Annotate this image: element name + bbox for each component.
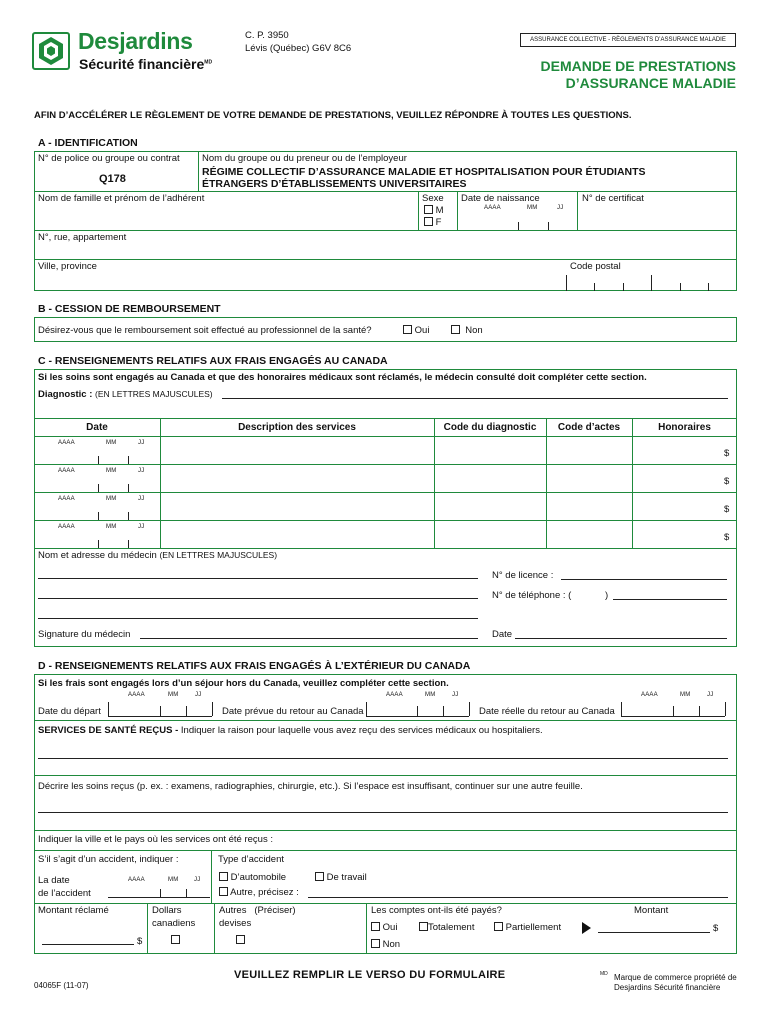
brand-mark: MD <box>204 59 213 66</box>
trademark-line2: Desjardins Sécurité financière <box>614 983 721 992</box>
a-col-line-2 <box>418 191 419 230</box>
row3-tick-1 <box>98 512 99 520</box>
doctor-date-label: Date <box>492 629 513 640</box>
form-title-line1: DEMANDE DE PRESTATIONS <box>540 58 736 74</box>
c-table-col-3 <box>546 418 547 548</box>
paid-amount-head: Montant <box>634 905 669 916</box>
licence-label: N° de licence : <box>492 570 554 581</box>
accident-other-label: Autre, précisez : <box>230 887 299 898</box>
accident-date-line1: La date <box>38 875 70 886</box>
assignment-question: Désirez-vous que le remboursement soit effectué au professionnel de la santé? <box>38 325 372 336</box>
actual-tick-0 <box>621 702 622 716</box>
assignment-no-option[interactable] <box>451 325 483 336</box>
row2-dd: JJ <box>138 468 145 474</box>
row2-currency: $ <box>724 476 730 487</box>
address-line1: C. P. 3950 <box>245 30 289 41</box>
accident-tick-2 <box>186 889 187 897</box>
c-table-col-2 <box>434 418 435 548</box>
row3-tick-2 <box>128 512 129 520</box>
accident-type-label: Type d’accident <box>218 854 285 865</box>
diagnostic-hint: (EN LETTRES MAJUSCULES) <box>95 389 213 399</box>
postal-tick-6 <box>708 283 709 291</box>
accident-auto-checkbox[interactable] <box>219 872 228 881</box>
doctor-label: Nom et adresse du médecin <box>38 550 157 561</box>
col-diagnostic-code: Code du diagnostic <box>443 422 537 433</box>
d-col-4 <box>366 903 367 954</box>
postal-tick-4 <box>651 275 652 291</box>
col-fees: Honoraires <box>658 422 711 433</box>
signature-line[interactable] <box>140 638 478 639</box>
departure-line[interactable] <box>108 716 212 717</box>
doctor-line-2[interactable] <box>38 598 478 599</box>
actual-return-label: Date réelle du retour au Canada <box>479 706 615 717</box>
row1-currency: $ <box>724 448 730 459</box>
section-d-intro: Si les frais sont engagés lors d’un séjour hors du Canada, veuillez compléter cette section. <box>38 678 449 689</box>
group-value-line1[interactable]: RÉGIME COLLECTIF D’ASSURANCE MALADIE ET HOSPITALISATION POUR ÉTUDIANTS <box>202 166 646 178</box>
signature-label: Signature du médecin <box>38 629 131 640</box>
departure-mm: MM <box>168 692 179 698</box>
paid-partial-checkbox[interactable] <box>494 922 503 931</box>
row2-yyyy: AAAA <box>58 468 75 474</box>
d-line-4 <box>34 850 737 851</box>
cad-checkbox-box[interactable] <box>171 935 180 944</box>
doctor-date-line[interactable] <box>515 638 727 639</box>
row1-mm: MM <box>106 440 117 446</box>
row4-tick-2 <box>128 540 129 548</box>
brand-sub-text: Sécurité financière <box>79 56 205 72</box>
planned-tick-0 <box>366 702 367 716</box>
services-title: SERVICES DE SANTÉ REÇUS - <box>38 725 179 736</box>
services-line[interactable] <box>38 758 728 759</box>
postal-tick-2 <box>594 283 595 291</box>
postal-label: Code postal <box>570 261 621 272</box>
doctor-hint: (EN LETTRES MAJUSCULES) <box>159 550 278 560</box>
postal-tick-3 <box>623 283 624 291</box>
actual-yyyy: AAAA <box>641 692 658 698</box>
amount-currency: $ <box>137 936 143 947</box>
departure-tick-0 <box>108 702 109 716</box>
services-received <box>38 725 543 736</box>
street-label: N°, rue, appartement <box>38 232 127 243</box>
row2-tick-2 <box>128 484 129 492</box>
accident-work-label: De travail <box>326 872 367 883</box>
sex-m-label: M <box>435 205 444 216</box>
doctor-field <box>38 550 277 561</box>
birth-dd: JJ <box>557 205 564 211</box>
actual-mm: MM <box>680 692 691 698</box>
accident-tick-1 <box>160 889 161 897</box>
logo <box>32 32 70 70</box>
address-line2: Lévis (Québec) G6V 8C6 <box>245 43 352 54</box>
d-line-5 <box>34 903 737 904</box>
row4-dd: JJ <box>138 524 145 530</box>
doctor-line-1[interactable] <box>38 578 478 579</box>
desjardins-hexagon-icon <box>34 34 68 68</box>
accident-auto-label: D’automobile <box>230 872 287 883</box>
form-title-line2: D’ASSURANCE MALADIE <box>565 75 736 91</box>
instruction: AFIN D’ACCÉLÉRER LE RÈGLEMENT DE VOTRE DEMANDE DE PRESTATIONS, VEUILLEZ RÉPONDRE À TOUTES LES QUESTIONS. <box>34 110 632 121</box>
section-c-title: C - RENSEIGNEMENTS RELATIFS AUX FRAIS ENGAGÉS AU CANADA <box>38 355 388 367</box>
brand-subtitle <box>79 56 212 72</box>
paid-total-label: Totalement <box>428 922 475 933</box>
paid-yes-label: Oui <box>382 922 398 933</box>
planned-tick-2 <box>443 706 444 716</box>
row1-tick-1 <box>98 456 99 464</box>
departure-tick-1 <box>160 706 161 716</box>
accident-date-line2: de l’accident <box>38 888 91 899</box>
accident-work-option[interactable] <box>315 872 367 883</box>
row3-mm: MM <box>106 496 117 502</box>
form-code: 04065F (11-07) <box>34 981 89 990</box>
accident-date-line[interactable] <box>108 897 210 898</box>
row3-currency: $ <box>724 504 730 515</box>
d-col-1 <box>211 850 212 903</box>
trademark-mark: MD <box>600 971 608 977</box>
city-country-label: Indiquer la ville et le pays où les services ont été reçus : <box>38 834 273 845</box>
paid-no-option[interactable] <box>371 939 400 950</box>
accident-other-checkbox[interactable] <box>219 887 228 896</box>
a-col-line-1 <box>198 151 199 191</box>
birth-mm: MM <box>527 205 538 211</box>
policy-label: N° de police ou groupe ou contrat <box>38 153 180 164</box>
birth-tick-2 <box>548 222 549 230</box>
assignment-yes-option[interactable] <box>403 325 429 336</box>
row4-mm: MM <box>106 524 117 530</box>
paid-partial-label: Partiellement <box>505 922 562 933</box>
assignment-yes-checkbox[interactable] <box>403 325 412 334</box>
arrow-triangle <box>582 922 591 934</box>
row1-yyyy: AAAA <box>58 440 75 446</box>
sex-f-checkbox[interactable] <box>424 217 433 226</box>
paid-amount-line[interactable] <box>598 932 710 933</box>
accident-label: S’il s’agit d’un accident, indiquer : <box>38 854 179 865</box>
amount-claimed-line[interactable] <box>42 944 134 945</box>
d-line-3 <box>34 830 737 831</box>
phone-label: N° de téléphone : ( <box>492 590 572 601</box>
brand-name: Desjardins <box>78 28 193 54</box>
group-label: Nom du groupe ou du preneur ou de l’employeur <box>202 153 407 164</box>
diagnostic-line[interactable] <box>222 398 728 399</box>
sex-f-label: F <box>435 217 442 228</box>
paid-question: Les comptes ont-ils été payés? <box>371 905 502 916</box>
section-b-title: B - CESSION DE REMBOURSEMENT <box>38 303 221 315</box>
accident-mm: MM <box>168 877 179 883</box>
accident-other-line[interactable] <box>308 897 728 898</box>
departure-yyyy: AAAA <box>128 692 145 698</box>
other-currency-checkbox[interactable] <box>236 935 245 946</box>
postal-tick-1 <box>566 275 567 291</box>
accident-dd: JJ <box>194 877 201 883</box>
birth-tick-1 <box>518 222 519 230</box>
group-value-line2[interactable]: ÉTRANGERS D’ÉTABLISSEMENTS UNIVERSITAIRES <box>202 178 467 190</box>
paid-total-checkbox[interactable] <box>419 922 428 931</box>
row4-yyyy: AAAA <box>58 524 75 530</box>
accident-work-checkbox[interactable] <box>315 872 324 881</box>
arrow-right-icon <box>582 922 591 937</box>
accident-other-option[interactable] <box>219 887 299 898</box>
planned-return-label: Date prévue du retour au Canada <box>222 706 364 717</box>
actual-tick-3 <box>725 702 726 716</box>
birth-label: Date de naissance <box>461 193 540 204</box>
describe-care-line[interactable] <box>38 812 728 813</box>
d-col-2 <box>147 903 148 954</box>
a-col-line-3 <box>457 191 458 230</box>
licence-line[interactable] <box>561 579 727 580</box>
assignment-no-checkbox[interactable] <box>451 325 460 334</box>
c-table-col-1 <box>160 418 161 548</box>
cad-line1: Dollars <box>152 905 182 916</box>
c-table-col-4 <box>632 418 633 548</box>
a-row-line-2 <box>34 230 737 231</box>
departure-tick-2 <box>186 706 187 716</box>
amount-claimed-label: Montant réclamé <box>38 905 109 916</box>
other-currency-line1 <box>219 905 296 916</box>
section-c-intro: Si les soins sont engagés au Canada et que des honoraires médicaux sont réclamés, le médecin consulté doit compléter cette section. <box>38 372 647 383</box>
planned-mm: MM <box>425 692 436 698</box>
row1-tick-2 <box>128 456 129 464</box>
c-table-row-4 <box>34 548 737 549</box>
birth-yyyy: AAAA <box>484 205 501 211</box>
paid-no-label: Non <box>382 939 401 950</box>
row2-mm: MM <box>106 468 117 474</box>
form-tag-text: ASSURANCE COLLECTIVE - RÈGLEMENTS D’ASSURANCE MALADIE <box>530 37 726 43</box>
planned-tick-1 <box>417 706 418 716</box>
accident-auto-option[interactable] <box>219 872 286 883</box>
diagnostic-label: Diagnostic : <box>38 389 93 400</box>
cad-checkbox[interactable] <box>171 935 180 946</box>
actual-tick-2 <box>699 706 700 716</box>
planned-yyyy: AAAA <box>386 692 403 698</box>
trademark-line1: Marque de commerce propriété de <box>614 973 737 982</box>
certificate-label: N° de certificat <box>582 193 644 204</box>
section-d-title: D - RENSEIGNEMENTS RELATIFS AUX FRAIS ENGAGÉS À L’EXTÉRIEUR DU CANADA <box>38 660 471 672</box>
sex-m-option[interactable] <box>424 205 444 216</box>
row3-dd: JJ <box>138 496 145 502</box>
row4-currency: $ <box>724 532 730 543</box>
planned-tick-3 <box>469 702 470 716</box>
planned-dd: JJ <box>452 692 459 698</box>
cad-line2: canadiens <box>152 918 196 929</box>
departure-tick-3 <box>212 702 213 716</box>
paid-partial-option[interactable] <box>494 922 561 933</box>
verso-notice: VEUILLEZ REMPLIR LE VERSO DU FORMULAIRE <box>234 969 506 981</box>
assignment-no-label: Non <box>465 325 483 336</box>
policy-value[interactable]: Q178 <box>99 173 126 185</box>
actual-dd: JJ <box>707 692 714 698</box>
paid-yes-checkbox[interactable] <box>371 922 380 931</box>
row3-yyyy: AAAA <box>58 496 75 502</box>
other-currency-text: Autres <box>219 905 247 916</box>
other-currency-checkbox-box[interactable] <box>236 935 245 944</box>
postal-tick-5 <box>680 283 681 291</box>
other-currency-line2: devises <box>219 918 252 929</box>
doctor-line-3[interactable] <box>38 618 478 619</box>
departure-label: Date du départ <box>38 706 101 717</box>
paid-yes-option[interactable] <box>371 922 397 933</box>
sex-f-option[interactable] <box>424 217 441 228</box>
paid-total-option[interactable] <box>419 922 474 933</box>
name-label: Nom de famille et prénom de l’adhérent <box>38 193 205 204</box>
phone-close: ) <box>605 590 609 601</box>
form-tag <box>520 33 736 47</box>
planned-return-line[interactable] <box>366 716 469 717</box>
d-line-2 <box>34 775 737 776</box>
a-row-line-3 <box>34 259 737 260</box>
departure-dd: JJ <box>195 692 202 698</box>
other-currency-paren: (Préciser) <box>254 905 296 916</box>
diagnostic-field <box>38 389 213 400</box>
col-date: Date <box>86 422 108 433</box>
section-a-title: A - IDENTIFICATION <box>38 137 138 149</box>
paid-currency: $ <box>713 923 719 934</box>
row2-tick-1 <box>98 484 99 492</box>
actual-tick-1 <box>673 706 674 716</box>
services-text: Indiquer la raison pour laquelle vous avez reçu des services médicaux ou hospitaliers. <box>180 725 543 736</box>
paid-no-checkbox[interactable] <box>371 939 380 948</box>
col-act-code: Code d’actes <box>557 422 621 433</box>
col-description: Description des services <box>238 422 356 433</box>
phone-line[interactable] <box>613 599 727 600</box>
describe-care-text: Décrire les soins reçus (p. ex. : examens, radiographies, chirurgie, etc.). Si l’espace est insuffisant, continuer sur une autre feuille. <box>38 781 583 792</box>
city-label: Ville, province <box>38 261 97 272</box>
sex-m-checkbox[interactable] <box>424 205 433 214</box>
accident-yyyy: AAAA <box>128 877 145 883</box>
assignment-yes-label: Oui <box>414 325 430 336</box>
sex-label: Sexe <box>422 193 444 204</box>
d-line-1 <box>34 720 737 721</box>
a-col-line-4 <box>577 191 578 230</box>
row1-dd: JJ <box>138 440 145 446</box>
d-col-3 <box>214 903 215 954</box>
actual-return-line[interactable] <box>621 716 725 717</box>
a-row-line-1 <box>34 191 737 192</box>
row4-tick-1 <box>98 540 99 548</box>
